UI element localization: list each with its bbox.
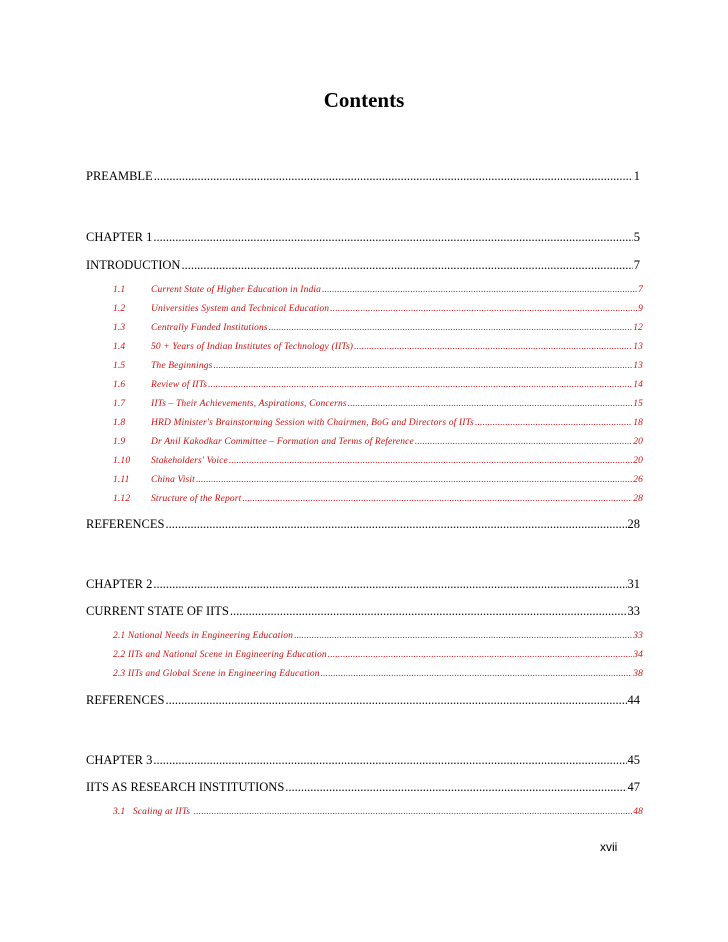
section-page: 26 [633, 475, 643, 485]
section-number: 1.7 [113, 399, 126, 409]
toc-entry-page: 31 [627, 577, 640, 591]
section-page: 12 [633, 323, 643, 333]
section-number: 1.2 [113, 304, 126, 314]
section-number: 1.9 [113, 437, 126, 447]
leader-dots [153, 753, 626, 768]
leader-dots [230, 604, 627, 619]
section-page: 9 [638, 304, 643, 314]
section-label: HRD Minister's Brainstorming Session with Chairmen, BoG and Directors of IITs [151, 418, 474, 428]
toc-entry-page: 47 [627, 780, 640, 794]
toc-entry-references-2[interactable] [86, 693, 640, 711]
section-page: 33 [633, 631, 643, 641]
leader-dots [196, 475, 632, 485]
toc-section-1-2[interactable] [113, 304, 643, 322]
toc-entry-label: PREAMBLE [86, 169, 153, 183]
page-title: Contents [323, 88, 405, 112]
section-number: 1.12 [113, 494, 131, 504]
section-page: 20 [633, 456, 643, 466]
section-number: 1.4 [113, 342, 126, 352]
leader-dots [181, 258, 632, 273]
section-label: Scaling at IITs [125, 807, 193, 817]
toc-section-1-9[interactable] [113, 437, 643, 455]
section-number: 3.1 [113, 807, 126, 817]
section-page: 14 [633, 380, 643, 390]
section-label: Dr Anil Kakodkar Committee – Formation and Terms of Reference [151, 437, 414, 447]
leader-dots [330, 304, 637, 314]
section-label: Universities System and Technical Education [151, 304, 330, 314]
leader-dots [269, 323, 632, 333]
leader-dots [322, 285, 637, 295]
section-number: 1.10 [113, 456, 131, 466]
toc-section-3-1[interactable] [113, 807, 643, 825]
leader-dots [321, 669, 633, 679]
toc-section-1-5[interactable] [113, 361, 643, 379]
toc-entry-chapter-1[interactable] [86, 230, 640, 248]
toc-entry-current-state[interactable] [86, 604, 640, 622]
toc-section-1-3[interactable] [113, 323, 643, 341]
leader-dots [213, 361, 632, 371]
toc-entry-label: IITS AS RESEARCH INSTITUTIONS [86, 780, 285, 794]
section-label: Review of IITs [151, 380, 208, 390]
toc-section-1-6[interactable] [113, 380, 643, 398]
toc-entry-label: CHAPTER 1 [86, 230, 153, 244]
leader-dots [294, 631, 632, 641]
section-page: 18 [633, 418, 643, 428]
section-label: 50 + Years of Indian Institutes of Technology (IITs) [151, 342, 354, 352]
leader-dots [194, 807, 632, 817]
section-page: 28 [633, 494, 643, 504]
toc-entry-chapter-3[interactable] [86, 753, 640, 771]
toc-entry-references-1[interactable] [86, 517, 640, 535]
section-label: Current State of Higher Education in India [151, 285, 322, 295]
toc-section-1-10[interactable] [113, 456, 643, 474]
toc-section-1-7[interactable] [113, 399, 643, 417]
toc-section-2-2[interactable] [113, 650, 643, 668]
leader-dots [153, 230, 632, 245]
section-label: Centrally Funded Institutions [151, 323, 268, 333]
section-label: Structure of the Report [151, 494, 242, 504]
toc-section-2-1[interactable] [113, 631, 643, 649]
toc-entry-page: 1 [633, 169, 640, 183]
section-page: 15 [633, 399, 643, 409]
section-number: 1.6 [113, 380, 126, 390]
section-page: 7 [638, 285, 643, 295]
toc-entry-label: REFERENCES [86, 517, 165, 531]
section-label: 2.3 IITs and Global Scene in Engineering Education [113, 669, 320, 679]
section-label: 2.1 National Needs in Engineering Education [113, 631, 294, 641]
leader-dots [154, 169, 633, 184]
leader-dots [153, 577, 626, 592]
toc-section-1-4[interactable] [113, 342, 643, 360]
toc-entry-chapter-2[interactable] [86, 577, 640, 595]
leader-dots [166, 517, 627, 532]
page-number: xvii [600, 840, 618, 854]
section-label: Stakeholders' Voice [151, 456, 228, 466]
leader-dots [208, 380, 632, 390]
leader-dots [285, 780, 626, 795]
section-page: 13 [633, 342, 643, 352]
section-number: 1.5 [113, 361, 126, 371]
section-page: 48 [633, 807, 643, 817]
toc-section-1-12[interactable] [113, 494, 643, 512]
leader-dots [242, 494, 632, 504]
toc-entry-page: 44 [627, 693, 640, 707]
section-number: 1.11 [113, 475, 130, 485]
section-label: The Beginnings [151, 361, 213, 371]
section-label: IITs – Their Achievements, Aspirations, Concerns [151, 399, 347, 409]
section-page: 38 [633, 669, 643, 679]
toc-entry-label: CHAPTER 3 [86, 753, 153, 767]
leader-dots [166, 693, 627, 708]
leader-dots [415, 437, 632, 447]
toc-entry-label: CHAPTER 2 [86, 577, 153, 591]
section-page: 13 [633, 361, 643, 371]
leader-dots [354, 342, 632, 352]
section-number: 1.8 [113, 418, 126, 428]
toc-entry-preamble[interactable] [86, 169, 640, 187]
toc-section-1-11[interactable] [113, 475, 643, 493]
toc-entry-page: 28 [627, 517, 640, 531]
toc-entry-page: 7 [633, 258, 640, 272]
leader-dots [328, 650, 632, 660]
toc-entry-introduction[interactable] [86, 258, 640, 276]
toc-section-1-1[interactable] [113, 285, 643, 303]
section-number: 1.1 [113, 285, 126, 295]
section-number: 1.3 [113, 323, 126, 333]
toc-entry-page: 45 [627, 753, 640, 767]
toc-entry-label: CURRENT STATE OF IITS [86, 604, 229, 618]
toc-section-1-8[interactable] [113, 418, 643, 436]
leader-dots [348, 399, 632, 409]
toc-entry-label: REFERENCES [86, 693, 165, 707]
section-page: 20 [633, 437, 643, 447]
leader-dots [229, 456, 632, 466]
toc-entry-page: 5 [633, 230, 640, 244]
toc-section-2-3[interactable] [113, 669, 643, 687]
section-label: China Visit [151, 475, 195, 485]
toc-entry-research-institutions[interactable] [86, 780, 640, 798]
section-page: 34 [633, 650, 643, 660]
section-label: 2.2 IITs and National Scene in Engineering Education [113, 650, 327, 660]
leader-dots [475, 418, 632, 428]
toc-entry-page: 33 [627, 604, 640, 618]
toc-entry-label: INTRODUCTION [86, 258, 181, 272]
